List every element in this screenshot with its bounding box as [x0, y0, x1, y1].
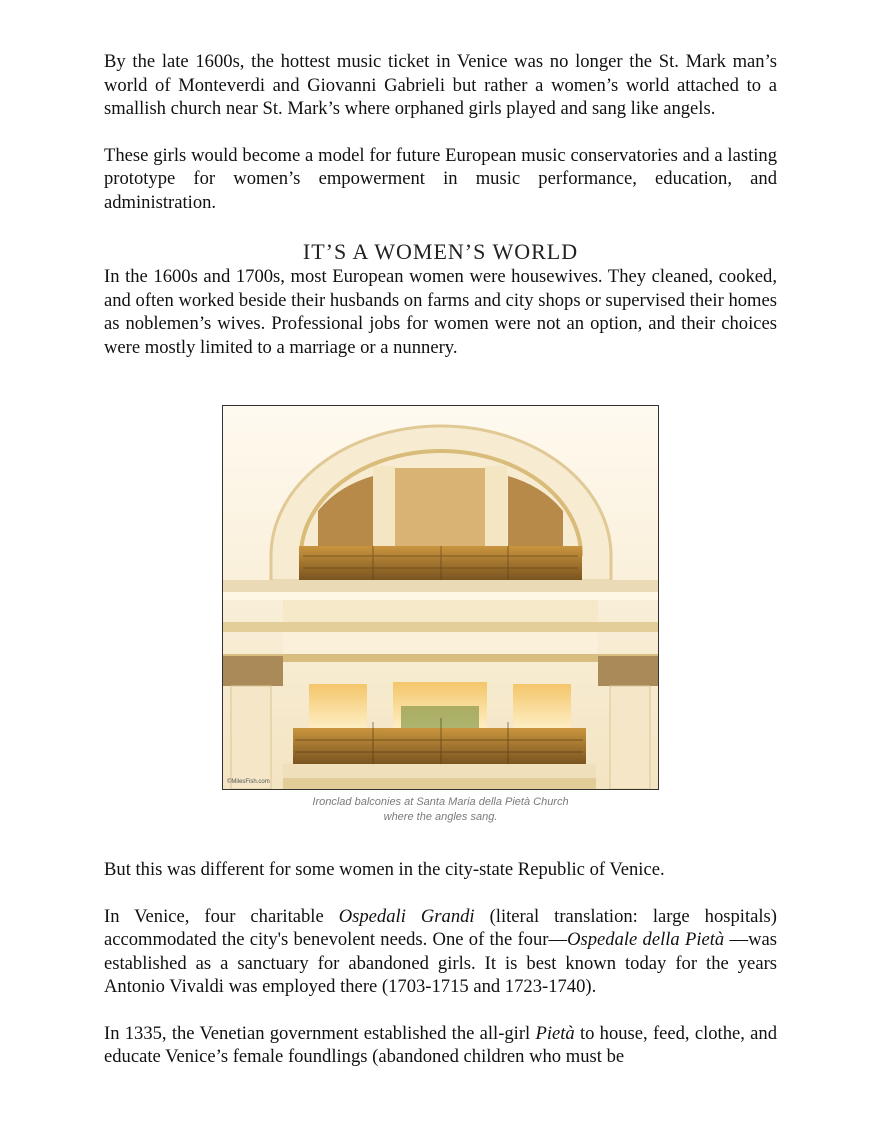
- intro-paragraph-2: These girls would become a model for future European music conservatories and a lasting prototype for women’s empowerment in music performance, education, and administration.: [104, 144, 777, 213]
- intro-paragraph-1: By the late 1600s, the hottest music ticket in Venice was no longer the St. Mark man’s world of Monteverdi and Giovanni Gabrieli but rather a women’s world attached to a smallish church near St. Mark’s where orphaned girls played and sang like angels.: [104, 51, 777, 119]
- ospedale-pieta-term: Ospedale della Pietà: [567, 929, 725, 950]
- pieta-term: Pietà: [535, 1022, 575, 1044]
- church-balcony-photo: [222, 405, 659, 790]
- body-paragraph-2: [104, 905, 777, 999]
- body-p2-text-e: —was established as a sanctuary for abandoned girls. It is best known today for the years Antonio Vivaldi was employed there (1703-1715 and 1723-1740).: [104, 929, 777, 997]
- body-p2-text-c: (literal translation: large hospitals) accommodated the city's benevolent needs. One of the four—: [104, 905, 777, 950]
- caption-line-1: Ironclad balconies at Santa Maria della Pietà Church: [312, 796, 569, 808]
- caption-line-2: where the angles sang.: [383, 811, 498, 823]
- body-paragraph-1: But this was different for some women in the city-state Republic of Venice.: [104, 859, 665, 880]
- section-heading: IT’S A WOMEN’S WORLD: [302, 239, 579, 264]
- section-paragraph-1: In the 1600s and 1700s, most European women were housewives. They cleaned, cooked, and often worked beside their husbands on farms and city shops or supervised their homes as noblemen’s wives. Professional jobs for women were not an option, and their choices were mostly limited to a marriage or a nunnery.: [104, 266, 777, 358]
- body-p3-text-a: In 1335, the Venetian government established the all-girl: [104, 1022, 536, 1044]
- ospedali-grandi-term: Ospedali Grandi: [338, 905, 475, 927]
- body-paragraph-3: [104, 1022, 777, 1069]
- article-top: [104, 50, 777, 359]
- body-p2-text-a: In Venice, four charitable: [104, 905, 339, 927]
- church-balcony-figure: [222, 405, 659, 790]
- balcony-illustration: [223, 406, 658, 789]
- body-p3-text-c: to house, feed, clothe, and educate Venice’s female foundlings (abandoned children who must be: [104, 1022, 778, 1067]
- figure-caption: [222, 795, 659, 825]
- article-bottom: [104, 858, 777, 1069]
- photo-watermark: ©MilesFish.com: [227, 779, 270, 785]
